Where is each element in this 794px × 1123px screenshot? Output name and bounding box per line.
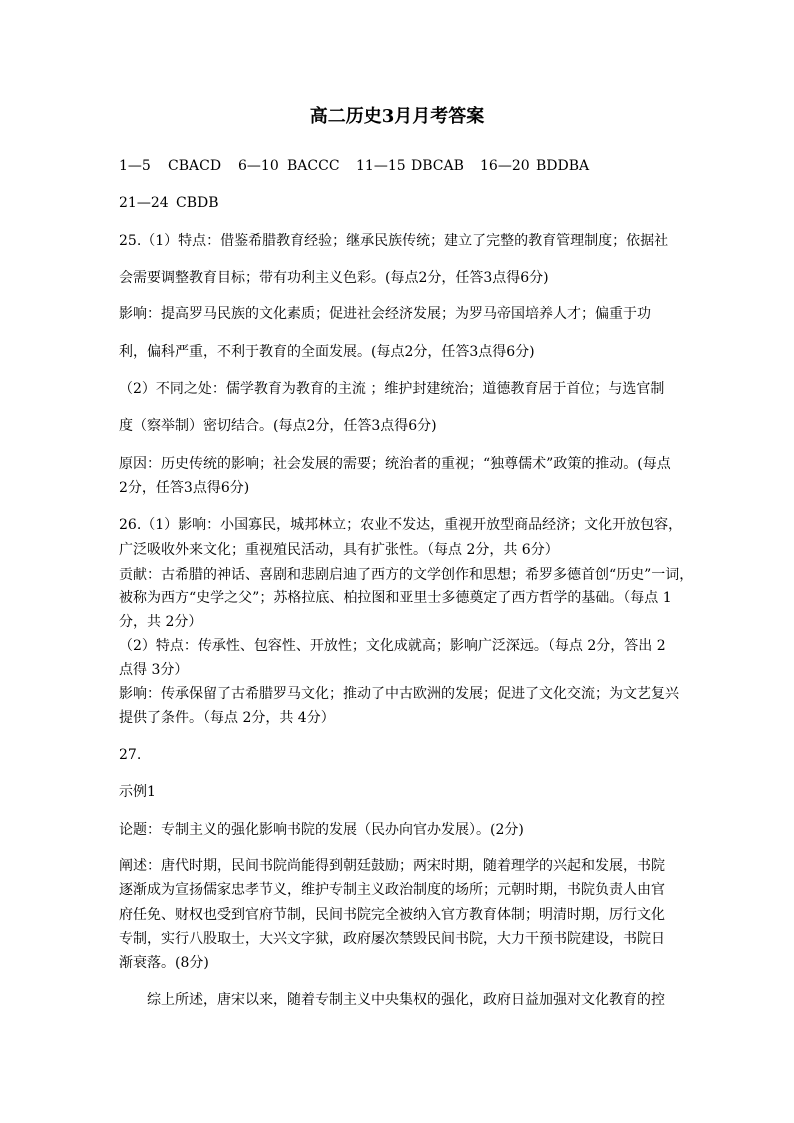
q25-line: 度（察举制）密切结合。(每点2分，任答3点得6分) xyxy=(119,418,437,434)
q25-line: 影响：提高罗马民族的文化素质；促进社会经济发展；为罗马帝国培养人才；偏重于功 xyxy=(119,306,651,322)
q26-line: 贡献：古希腊的神话、喜剧和悲剧启迪了西方的文学创作和思想；希罗多德首创“历史”一词， xyxy=(119,567,694,583)
mc-answer: BDDBA xyxy=(536,158,590,174)
mc-answer: BACCC xyxy=(287,158,340,174)
mc-range: 6—10 xyxy=(238,158,279,174)
mc-range: 1—5 xyxy=(119,158,151,174)
q25-line: 利，偏科严重，不利于教育的全面发展。(每点2分，任答3点得6分) xyxy=(119,344,535,360)
q26-line: （2）特点：传承性、包容性、开放性；文化成就高；影响广泛深远。（每点 2分，答出 2 xyxy=(119,638,666,654)
mc-answer: CBACD xyxy=(168,158,222,174)
q26-line: 26.（1）影响：小国寡民，城邦林立；农业不发达，重视开放型商品经济；文化开放包容， xyxy=(119,517,683,533)
q27-argument-line: 府任免、财权也受到官府节制，民间书院完全被纳入官方教育体制；明清时期，厉行文化 xyxy=(119,907,665,923)
q26-line: 影响：传承保留了古希腊罗马文化；推动了中古欧洲的发展；促进了文化交流；为文艺复兴 xyxy=(119,686,679,702)
mc-answer: CBDB xyxy=(176,195,219,211)
page-title: 高二历史3月月考答案 xyxy=(309,106,485,127)
q26-line: 分，共 2分） xyxy=(119,614,203,630)
mc-range: 11—15 xyxy=(356,158,406,174)
q27-argument-line: 渐衰落。(8分) xyxy=(119,955,209,971)
q27-number: 27. xyxy=(119,747,142,763)
q25-line: （2）不同之处：儒学教育为教育的主流 ；维护封建统治；道德教育居于首位；与选官制 xyxy=(119,381,665,397)
q26-line: 被称为西方“史学之父”；苏格拉底、柏拉图和亚里士多德奠定了西方哲学的基础。（每点 1 xyxy=(119,590,672,606)
q26-line: 点得 3分） xyxy=(119,662,189,678)
q27-summary: 综上所述，唐宋以来，随着专制主义中央集权的强化，政府日益加强对文化教育的控 xyxy=(147,992,665,1008)
q25-line: 2分，任答3点得6分) xyxy=(119,480,250,496)
q25-line: 会需要调整教育目标；带有功利主义色彩。(每点2分，任答3点得6分) xyxy=(119,270,549,286)
mc-range: 21—24 xyxy=(119,195,169,211)
q27-argument-line: 专制，实行八股取士，大兴文字狱，政府屡次禁毁民间书院，大力干预书院建设，书院日 xyxy=(119,931,665,947)
q27-example-label: 示例1 xyxy=(119,784,156,800)
q27-argument-line: 阐述：唐代时期，民间书院尚能得到朝廷鼓励；两宋时期，随着理学的兴起和发展，书院 xyxy=(119,858,665,874)
mc-answer: DBCAB xyxy=(411,158,464,174)
mc-range: 16—20 xyxy=(480,158,530,174)
q27-thesis: 论题：专制主义的强化影响书院的发展（民办向官办发展）。(2分) xyxy=(119,822,524,838)
q26-line: 广泛吸收外来文化；重视殖民活动，具有扩张性。（每点 2分，共 6分） xyxy=(119,542,559,558)
q27-argument-line: 逐渐成为宣扬儒家忠孝节义，维护专制主义政治制度的场所；元朝时期，书院负责人由官 xyxy=(119,882,665,898)
q26-line: 提供了条件。（每点 2分，共 4分） xyxy=(119,710,335,726)
q25-line: 原因：历史传统的影响；社会发展的需要；统治者的重视；“独尊儒术”政策的推动。(每点 xyxy=(119,456,671,472)
q25-line: 25.（1）特点：借鉴希腊教育经验；继承民族传统；建立了完整的教育管理制度；依据社 xyxy=(119,233,669,249)
